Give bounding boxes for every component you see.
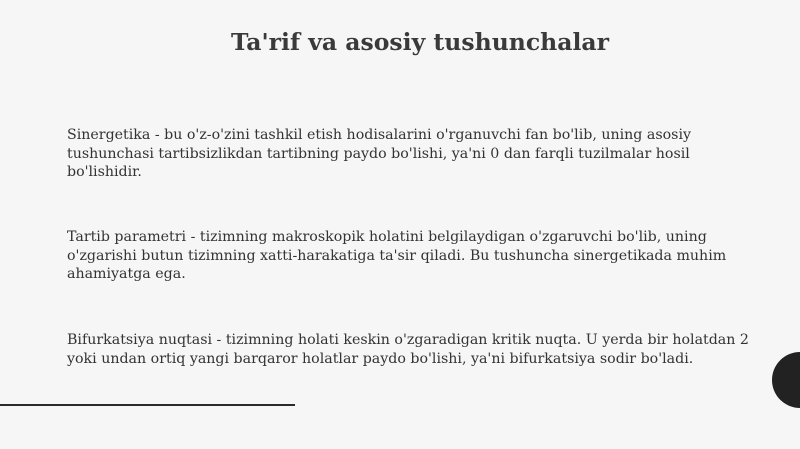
decorative-divider-line xyxy=(0,404,295,406)
paragraph-bifurkatsiya: Bifurkatsiya nuqtasi - tizimning holati keskin o'zgaradigan kritik nuqta. U yerda bir holatdan 2 yoki undan ortiq yangi barqaror holatlar paydo bo'lishi, ya'ni bifurkatsiya sodir bo'ladi. xyxy=(67,332,749,367)
paragraph-tartib-parametri: Tartib parametri - tizimning makroskopik holatini belgilaydigan o'zgaruvchi bo'lib, uning o'zgarishi butun tizimning xatti-harakatiga ta'sir qiladi. Bu tushuncha sinergetikada muhim ahamiyatga ega. xyxy=(67,229,727,282)
paragraph-sinergetika: Sinergetika - bu o'z-o'zini tashkil etish hodisalarini o'rganuvchi fan bo'lib, uning asosiy tushunchasi tartibsizlikdan tartibning paydo bo'lishi, ya'ni 0 dan farqli tuzilmalar hosil bo'lishidir. xyxy=(67,127,691,180)
decorative-circle xyxy=(772,352,800,408)
slide-title: Ta'rif va asosiy tushunchalar xyxy=(230,28,610,56)
